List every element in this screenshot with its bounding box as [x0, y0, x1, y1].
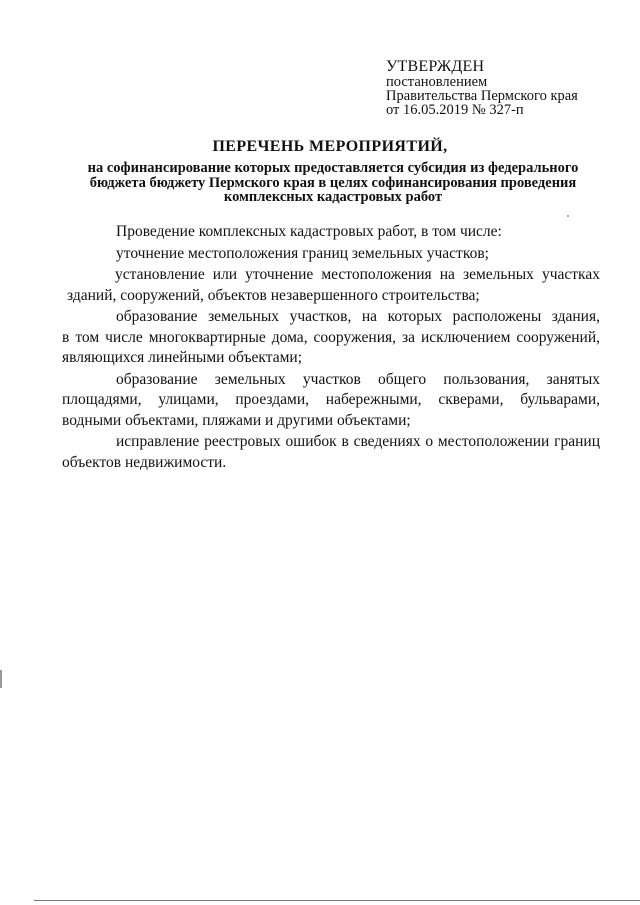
item-4-line-2: площадями, улицами, проездами, набережными, скверами, бульварами, [62, 391, 600, 408]
approval-line-2: Правительства Пермского края [386, 88, 578, 104]
list-item-2 [67, 265, 600, 306]
list-item-5 [62, 432, 600, 473]
item-3-line-2: в том числе многоквартирные дома, сооружения, за исключением сооружений, [62, 328, 600, 346]
list-item-intro [78, 222, 600, 243]
scan-edge-mark [0, 670, 2, 688]
item-2-line-2: зданий, сооружений, объектов незавершенного строительства; [67, 286, 480, 304]
item-5-line-1: исправление реестровых ошибок в сведениях о местоположении границ [116, 433, 600, 450]
document-subtitle [60, 161, 606, 205]
item-5-line-2: объектов недвижимости. [62, 453, 227, 471]
item-2-line-1: установление или уточнение местоположения на земельных участках [115, 266, 600, 283]
subtitle-line-2: бюджета бюджету Пермского края в целях софинансирования проведения [89, 174, 577, 191]
subtitle-line-1: на софинансирование которых предоставляется субсидия из федерального [87, 160, 579, 176]
list-item-3 [62, 307, 600, 369]
intro-text: Проведение комплексных кадастровых работ, в том числе: [116, 223, 502, 240]
item-3-line-3: являющихся линейными объектами; [62, 349, 303, 366]
scan-dot [567, 215, 569, 217]
item-3-line-1: образование земельных участков, на которых расположены здания, [116, 308, 600, 325]
item-4-line-3: водными объектами, пляжами и другими объектами; [62, 411, 411, 429]
document-title: ПЕРЕЧЕНЬ МЕРОПРИЯТИЙ, [212, 138, 448, 155]
approval-line-3: от 16.05.2019 № 327-п [386, 102, 524, 118]
document-body [62, 222, 600, 473]
item-1-text: уточнение местоположения границ земельных участков; [116, 244, 489, 262]
list-item-1 [78, 244, 600, 265]
list-item-4 [62, 370, 600, 432]
scan-bottom-edge [34, 900, 640, 901]
approval-heading: УТВЕРЖДЕН [386, 58, 485, 75]
approval-line-1: постановлением [386, 74, 488, 90]
approval-stamp [386, 58, 626, 117]
item-4-line-1: образование земельных участков общего пользования, занятых [116, 370, 600, 388]
subtitle-line-3: комплексных кадастровых работ [223, 189, 443, 205]
